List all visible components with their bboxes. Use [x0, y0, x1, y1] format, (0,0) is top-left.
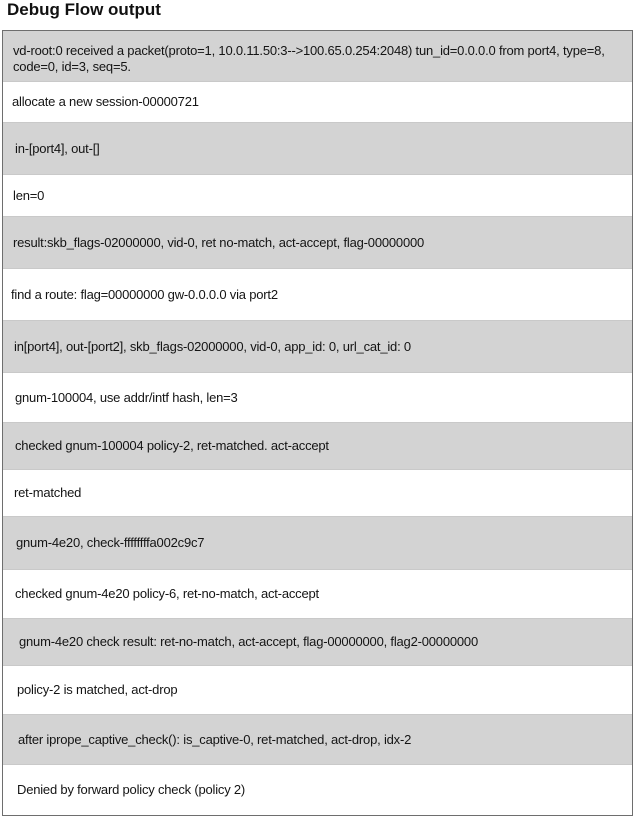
log-text: in-[port4], out-[]	[15, 140, 100, 156]
log-text: len=0	[13, 187, 45, 203]
log-row	[3, 82, 632, 123]
log-row	[3, 715, 632, 765]
log-row	[3, 175, 632, 217]
log-text: result:skb_flags-02000000, vid-0, ret no-match, act-accept, flag-00000000	[13, 234, 425, 250]
log-row	[3, 517, 632, 570]
log-text: gnum-4e20 check result: ret-no-match, act-accept, flag-00000000, flag2-00000000	[19, 634, 478, 649]
log-text: gnum-4e20, check-ffffffffa002c9c7	[16, 535, 205, 550]
log-text: checked gnum-100004 policy-2, ret-matched. act-accept	[15, 438, 329, 453]
log-text: find a route: flag=00000000 gw-0.0.0.0 via port2	[11, 286, 278, 302]
log-text: gnum-100004, use addr/intf hash, len=3	[15, 389, 238, 405]
log-text: checked gnum-4e20 policy-6, ret-no-match, act-accept	[15, 586, 319, 601]
log-row	[3, 570, 632, 619]
page-title: Debug Flow output	[7, 0, 161, 19]
debug-flow-table	[2, 30, 633, 816]
log-text: allocate a new session-00000721	[12, 94, 199, 109]
log-text: Denied by forward policy check (policy 2)	[17, 782, 246, 797]
log-row	[3, 31, 632, 82]
log-row	[3, 619, 632, 666]
log-text: in[port4], out-[port2], skb_flags-02000000, vid-0, app_id: 0, url_cat_id: 0	[14, 338, 411, 354]
log-text: policy-2 is matched, act-drop	[17, 682, 178, 697]
log-text: vd-root:0 received a packet(proto=1, 10.0.11.50:3-->100.65.0.254:2048) tun_id=0.0.0.0 from port4, type=8, code=0, id=3, seq=5.	[13, 43, 609, 74]
log-text: after iprope_captive_check(): is_captive-0, ret-matched, act-drop, idx-2	[18, 731, 412, 747]
log-row	[3, 269, 632, 321]
log-text: ret-matched	[14, 485, 82, 500]
log-row	[3, 217, 632, 269]
log-row	[3, 373, 632, 423]
log-row	[3, 666, 632, 715]
log-row	[3, 765, 632, 815]
log-row	[3, 470, 632, 517]
log-row	[3, 321, 632, 373]
log-row	[3, 423, 632, 470]
log-row	[3, 123, 632, 175]
